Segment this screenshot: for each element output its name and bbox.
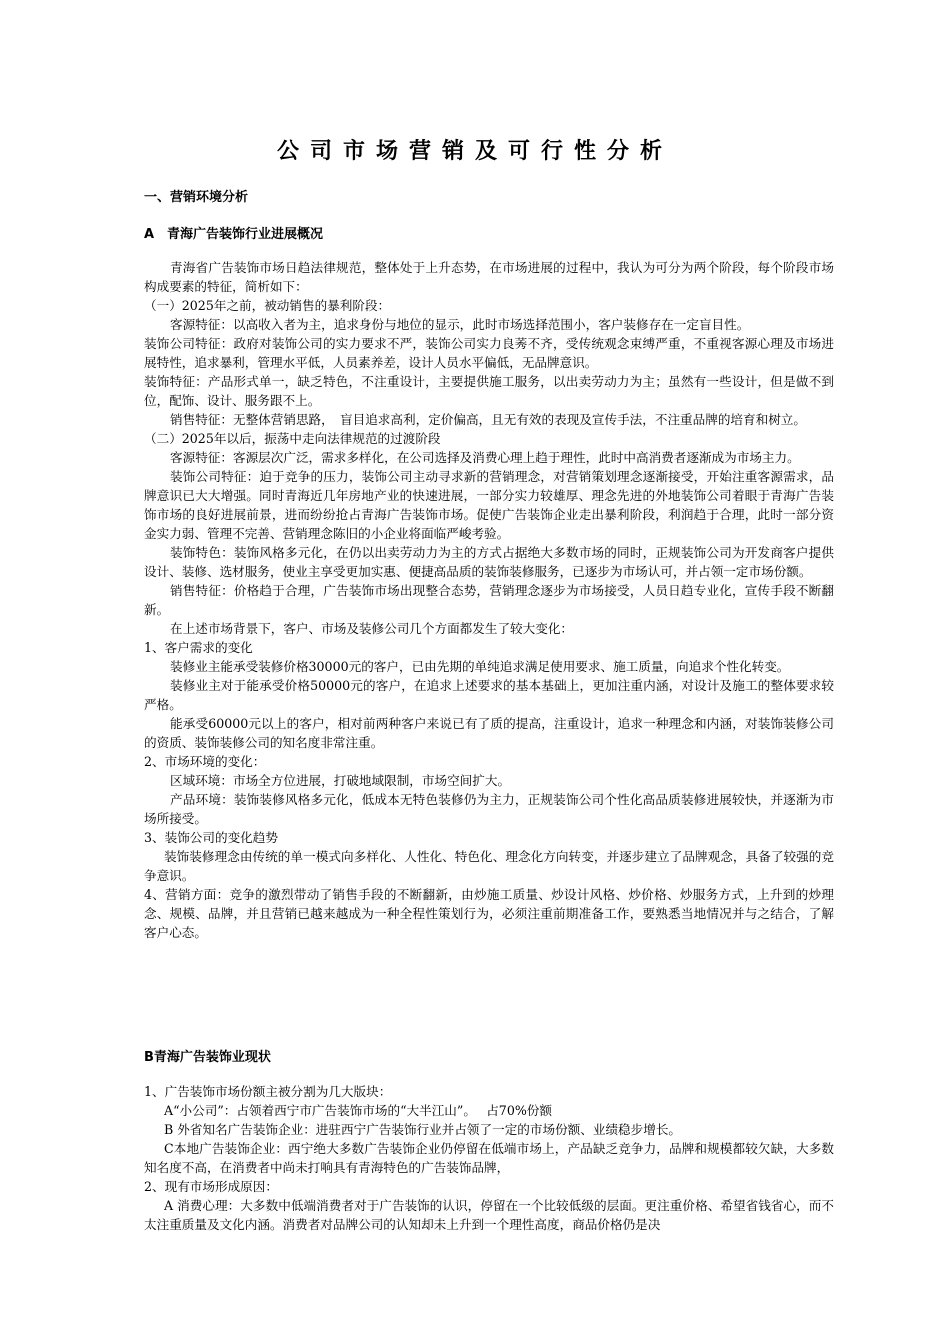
paragraph: 装饰特征：产品形式单一，缺乏特色，不注重设计，主要提供施工服务，以出卖劳动力为主；虽然有一些设计，但是做不到位，配饰、设计、服务跟不上。 bbox=[144, 374, 834, 408]
paragraph: （一）2025年之前，被动销售的暴利阶段： bbox=[144, 298, 391, 313]
section-heading-a: A 青海广告装饰行业进展概况 bbox=[144, 227, 324, 242]
paragraph: 客源特征：以高收入者为主，追求身份与地位的显示，此时市场选择范围小，客户装修存在一定盲目性。 bbox=[170, 317, 750, 332]
paragraph: 青海省广告装饰市场日趋法律规范，整体处于上升态势，在市场进展的过程中，我认为可分为两个阶段，每个阶段市场构成要素的特征，简析如下： bbox=[144, 260, 834, 294]
document-title: 公司市场营销及可行性分析 bbox=[276, 139, 673, 164]
paragraph: 产品环境：装饰装修风格多元化，低成本无特色装修仍为主力，正规装饰公司个性化高品质装修进展较快，并逐渐为市场所接受。 bbox=[144, 792, 834, 826]
paragraph: 在上述市场背景下，客户、市场及装修公司几个方面都发生了较大变化： bbox=[170, 621, 573, 636]
paragraph: 2、现有市场形成原因： bbox=[144, 1179, 278, 1194]
paragraph: 装饰装修理念由传统的单一模式向多样化、人性化、特色化、理念化方向转变，并逐步建立了品牌观念，具备了较强的竞争意识。 bbox=[144, 849, 834, 883]
section-b-body bbox=[144, 1082, 834, 1234]
paragraph: 装饰公司特征：迫于竞争的压力，装饰公司主动寻求新的营销理念，对营销策划理念逐渐接受，开始注重客源需求，品牌意识已大大增强。同时青海近几年房地产业的快速进展，一部分实力较雄厚、理念先进的外地装饰公司着眼于青海广告装饰市场的良好进展前景，进而纷纷抢占青海广告装饰市场。促使广告装饰企业走出暴利阶段，利润趋于合理，此时一部分资金实力弱、管理不完善、营销理念陈旧的小企业将面临严峻考验。 bbox=[144, 469, 834, 541]
paragraph: 装修业主对于能承受价格50000元的客户，在追求上述要求的基本基础上，更加注重内涵，对设计及施工的整体要求较严格。 bbox=[144, 678, 834, 712]
paragraph: 装饰特色：装饰风格多元化，在仍以出卖劳动力为主的方式占据绝大多数市场的同时，正规装饰公司为开发商客户提供设计、装修、选材服务，使业主享受更加实惠、便捷高品质的装饰装修服务，已逐步为市场认可，并占领一定市场份额。 bbox=[144, 545, 834, 579]
paragraph: 2、市场环境的变化： bbox=[144, 754, 266, 769]
paragraph: 装饰公司特征：政府对装饰公司的实力要求不严，装饰公司实力良莠不齐，受传统观念束缚严重，不重视客源心理及市场进展特性，追求暴利，管理水平低，人员素养差，设计人员水平偏低，无品牌意识。 bbox=[144, 336, 834, 370]
paragraph: B 外省知名广告装饰企业：进驻西宁广告装饰行业并占领了一定的市场份额、业绩稳步增长。 bbox=[164, 1122, 682, 1137]
paragraph: 1、广告装饰市场份额主被分割为几大版块： bbox=[144, 1084, 392, 1099]
paragraph: C本地广告装饰企业：西宁绝大多数广告装饰企业仍停留在低端市场上，产品缺乏竞争力，品牌和规模都较欠缺，大多数知名度不高，在消费者中尚未打响具有青海特色的广告装饰品牌， bbox=[144, 1141, 834, 1175]
paragraph: 1、客户需求的变化 bbox=[144, 640, 253, 655]
section-heading-1: 一、营销环境分析 bbox=[144, 190, 249, 205]
paragraph: 装修业主能承受装修价格30000元的客户，已由先期的单纯追求满足使用要求、施工质量，向追求个性化转变。 bbox=[170, 659, 790, 674]
paragraph: A“小公司”：占领着西宁市广告装饰市场的“大半江山”。 占70%份额 bbox=[164, 1103, 552, 1118]
paragraph: 区域环境：市场全方位进展，打破地域限制，市场空间扩大。 bbox=[170, 773, 511, 788]
paragraph: A 消费心理：大多数中低端消费者对于广告装饰的认识，停留在一个比较低级的层面。更注重价格、希望省钱省心，而不太注重质量及文化内涵。消费者对品牌公司的认知却未上升到一个理性高度，商品价格仍是决 bbox=[144, 1198, 834, 1232]
paragraph: （二）2025年以后，振荡中走向法律规范的过渡阶段 bbox=[144, 431, 441, 446]
paragraph: 客源特征：客源层次广泛，需求多样化，在公司选择及消费心理上趋于理性，此时中高消费者逐渐成为市场主力。 bbox=[170, 450, 800, 465]
paragraph: 能承受60000元以上的客户，相对前两种客户来说已有了质的提高，注重设计，追求一种理念和内涵，对装饰装修公司的资质、装饰装修公司的知名度非常注重。 bbox=[144, 716, 834, 750]
paragraph: 销售特征：价格趋于合理，广告装饰市场出现整合态势，营销理念逐步为市场接受，人员日趋专业化，宣传手段不断翻新。 bbox=[144, 583, 834, 617]
paragraph: 4、营销方面：竞争的激烈带动了销售手段的不断翻新，由炒施工质量、炒设计风格、炒价格、炒服务方式，上升到的炒理念、规模、品牌，并且营销已越来越成为一种全程性策划行为，必须注重前期准备工作，要熟悉当地情况并与之结合，了解客户心态。 bbox=[144, 887, 834, 940]
section-a-body bbox=[144, 258, 834, 942]
section-heading-b: B青海广告装饰业现状 bbox=[144, 1050, 271, 1065]
paragraph: 3、装饰公司的变化趋势 bbox=[144, 830, 278, 845]
paragraph: 销售特征：无整体营销思路， 盲目追求高利，定价偏高，且无有效的表现及宣传手法，不注重品牌的培育和树立。 bbox=[170, 412, 806, 427]
